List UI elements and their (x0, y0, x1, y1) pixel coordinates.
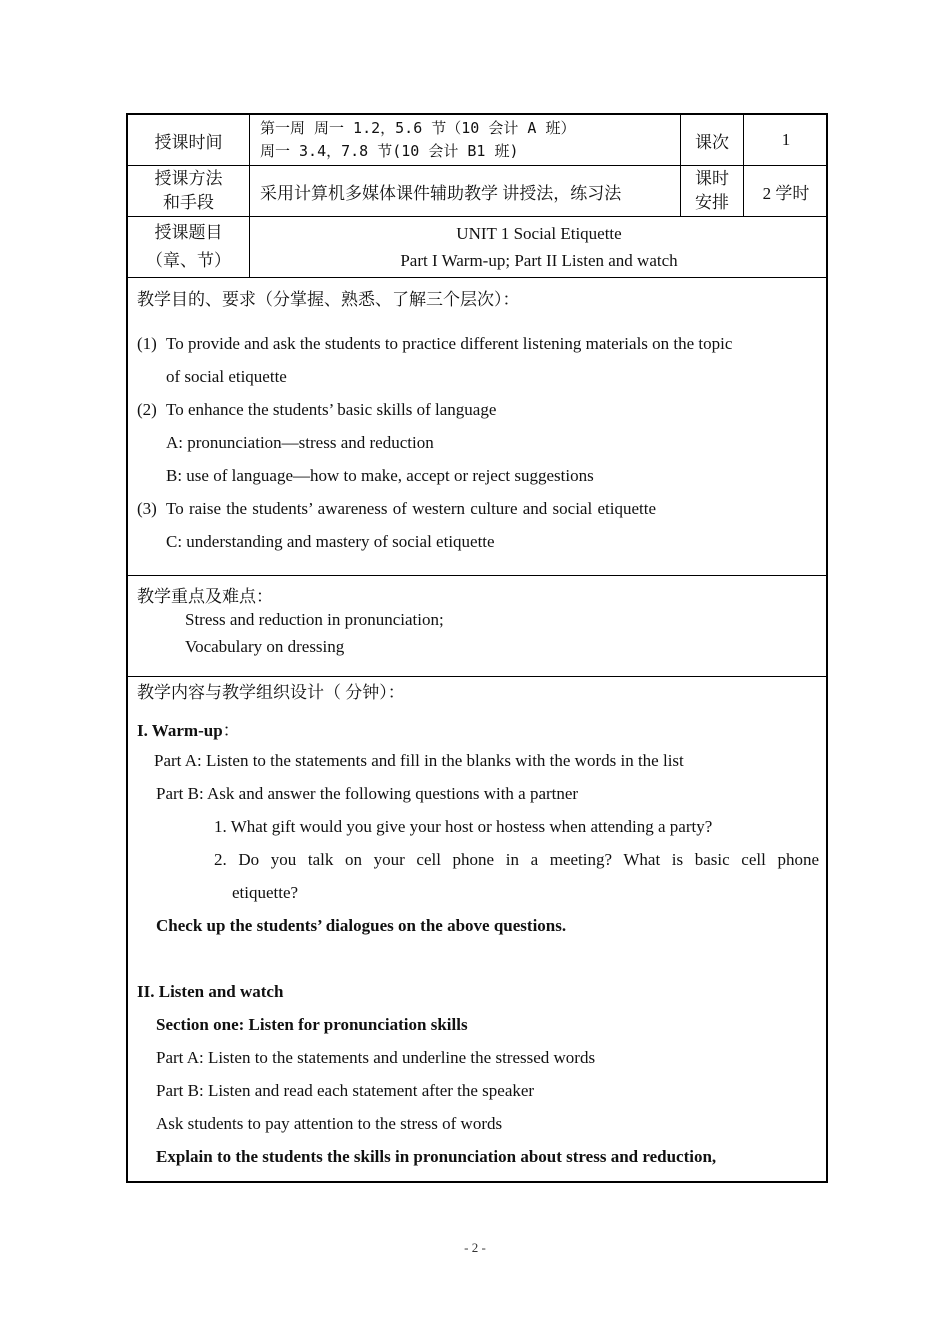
key-point: Vocabulary on dressing (185, 637, 345, 656)
objective-text: of social etiquette (166, 367, 287, 386)
label-text: 安排 (695, 193, 729, 212)
class-schedule (260, 117, 680, 165)
label-hours (681, 166, 743, 216)
objective-subitem: C: understanding and mastery of social etiquette (166, 532, 495, 551)
content-heading: 教学内容与教学组织设计（ 分钟）： (137, 683, 405, 702)
label-text: （章、节） (146, 251, 231, 270)
label-class-time (128, 115, 249, 165)
section-one-title: Section one: Listen for pronunciation skills (156, 1015, 468, 1034)
label-text: 课次 (695, 132, 729, 152)
warmup-colon: ： (222, 721, 240, 740)
warmup-part-a: Part A: Listen to the statements and fill in the blanks with the words in the list (154, 751, 684, 770)
warmup-part-b: Part B: Ask and answer the following questions with a partner (156, 784, 579, 803)
title-line: UNIT 1 Social Etiquette (456, 224, 622, 243)
value-text: 采用计算机多媒体课件辅助教学 讲授法，练习法 (260, 183, 622, 203)
lesson-plan-table (126, 113, 828, 1183)
stress-note: Ask students to pay attention to the stress of words (156, 1114, 503, 1133)
row-divider (128, 676, 826, 677)
key-points-heading: 教学重点及难点： (137, 587, 273, 606)
row-divider (128, 277, 826, 278)
explain-note: Explain to the students the skills in pronunciation about stress and reduction, (156, 1147, 717, 1166)
class-hours (744, 166, 828, 216)
objective-subitem: B: use of language—how to make, accept or reject suggestions (166, 466, 594, 485)
objective-text: To provide and ask the students to practice different listening materials on the topic (166, 334, 733, 353)
objective-subitem: A: pronunciation—stress and reduction (166, 433, 434, 452)
value-text: 1 (781, 130, 791, 149)
objective-number: (2) (137, 400, 157, 419)
question-2-cont: etiquette? (232, 883, 299, 902)
schedule-line: 第一周 周一 1.2，5.6 节（10 会计 A 班） (260, 119, 576, 137)
label-teaching-method (128, 166, 249, 216)
label-session (681, 115, 743, 165)
objectives-heading: 教学目的、要求（分掌握、熟悉、了解三个层次）： (137, 290, 520, 309)
listen-part-a: Part A: Listen to the statements and underline the stressed words (156, 1048, 596, 1067)
listen-watch-title: II. Listen and watch (137, 982, 284, 1001)
key-point: Stress and reduction in pronunciation; (185, 610, 444, 629)
objective-text: To enhance the students’ basic skills of language (166, 400, 497, 419)
session-number (744, 115, 828, 165)
warmup-title (137, 716, 240, 741)
row-divider (128, 575, 826, 576)
label-text: 授课时间 (154, 132, 223, 152)
label-text: 授课方法 (154, 169, 223, 188)
lesson-title (250, 217, 828, 277)
label-lesson-title (128, 217, 249, 277)
value-text: 2 学时 (762, 183, 810, 203)
objective-number: (1) (137, 334, 157, 353)
listen-part-b: Part B: Listen and read each statement after the speaker (156, 1081, 535, 1100)
label-text: 课时 (695, 169, 729, 188)
question-1: 1. What gift would you give your host or hostess when attending a party? (214, 817, 713, 836)
schedule-line: 周一 3.4，7.8 节(10 会计 B1 班) (260, 142, 519, 160)
warmup-title-text: I. Warm-up (137, 721, 223, 740)
question-2: 2. Do you talk on your cell phone in a meeting? What is basic cell phone (214, 850, 819, 869)
teaching-method (260, 166, 680, 216)
page-number: - 2 - (464, 1240, 486, 1255)
label-text: 授课题目 (154, 223, 223, 242)
objective-number: (3) (137, 499, 157, 518)
title-line: Part I Warm-up; Part II Listen and watch (400, 251, 678, 270)
check-note: Check up the students’ dialogues on the above questions. (156, 916, 567, 935)
objective-text: To raise the students’ awareness of western culture and social etiquette (166, 499, 656, 518)
label-text: 和手段 (163, 193, 214, 212)
